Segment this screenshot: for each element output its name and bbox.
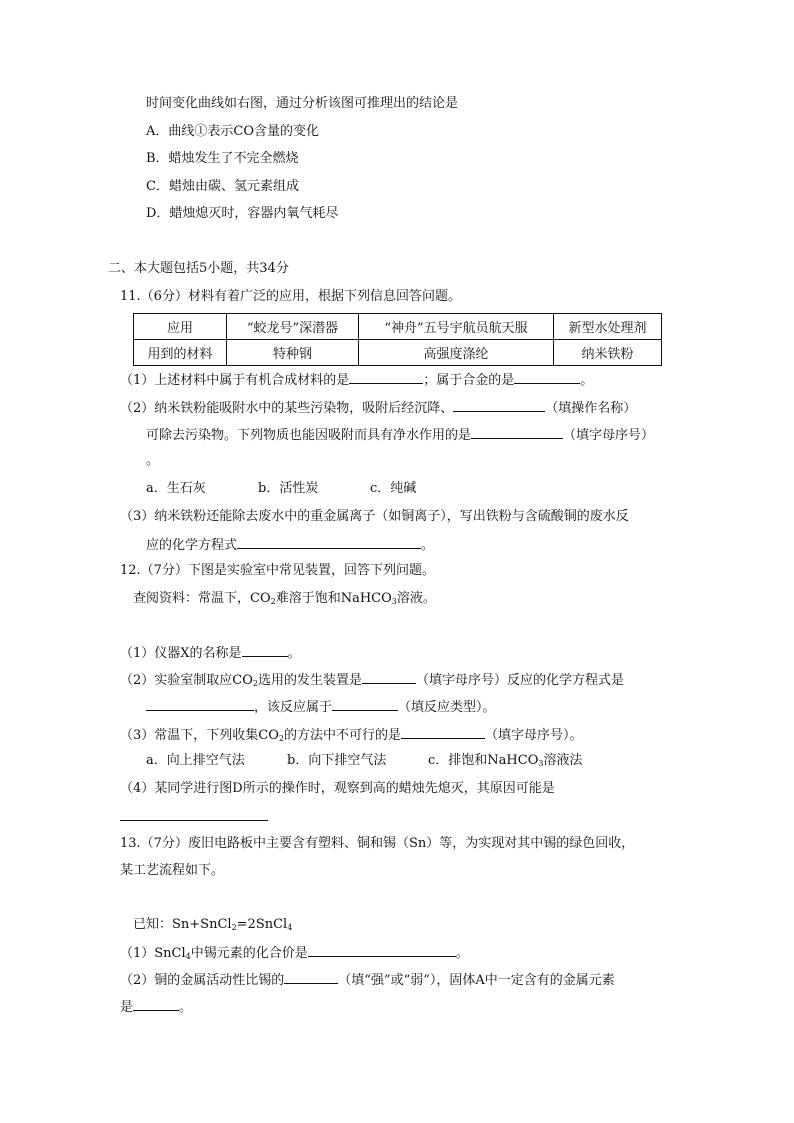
q13-part2-cont: 是 。 bbox=[120, 1000, 193, 1015]
table-cell: “蛟龙号”深潜器 bbox=[227, 314, 359, 340]
section-heading: 二、本大题包括5小题，共34分 bbox=[108, 261, 289, 276]
q12-part4: （4）某同学进行图D所示的操作时，观察到高的蜡烛先熄灭，其原因可能是 bbox=[120, 781, 555, 796]
answer-blank[interactable] bbox=[471, 426, 563, 439]
q13-known: 已知：Sn+SnCl$_2$=2SnCl$_4$ bbox=[133, 917, 293, 932]
q10-option-d: D．蜡烛熄灭时，容器内氧气耗尽 bbox=[146, 206, 339, 221]
table-row bbox=[134, 340, 662, 366]
q13-part2: （2）铜的金属活动性比锡的 （填“强”或“弱”），固体A中一定含有的金属元素 bbox=[120, 973, 615, 988]
table-cell: 高强度涤纶 bbox=[359, 340, 554, 366]
q11-part1: （1）上述材料中属于有机合成材料的是 ；属于合金的是 。 bbox=[120, 373, 594, 388]
q11-stem: 11.（6分）材料有着广泛的应用，根据下列信息回答问题。 bbox=[120, 289, 461, 304]
q11-part3-cont: 应的化学方程式 。 bbox=[146, 538, 435, 553]
answer-blank[interactable] bbox=[284, 971, 338, 984]
q12-part3: （3）常温下，下列收集$CO_2$的方法中不可行的是 （填字母序号）。 bbox=[120, 728, 583, 743]
q10-option-c: C．蜡烛由碳、氢元素组成 bbox=[146, 179, 299, 194]
materials-table bbox=[133, 313, 662, 366]
q11-part2-cont: 可除去污染物。下列物质也能因吸附而具有净水作用的是 （填字母序号） bbox=[146, 428, 655, 443]
answer-blank[interactable] bbox=[362, 671, 416, 684]
answer-blank[interactable] bbox=[514, 371, 580, 384]
answer-blank[interactable] bbox=[242, 644, 288, 657]
q11-part3: （3）纳米铁粉还能除去废水中的重金属离子（如铜离子），写出铁粉与含硫酸铜的废水反 bbox=[120, 509, 629, 524]
answer-blank[interactable] bbox=[308, 944, 456, 957]
answer-blank[interactable] bbox=[401, 726, 485, 739]
q13-part1: （1）SnCl$_4$中锡元素的化合价是 。 bbox=[120, 946, 469, 961]
q12-part1: （1）仪器X的名称是 。 bbox=[120, 646, 301, 661]
q11-part2-end: 。 bbox=[146, 453, 160, 468]
answer-blank[interactable] bbox=[332, 698, 398, 711]
table-cell: 应用 bbox=[134, 314, 227, 340]
answer-blank[interactable] bbox=[120, 808, 268, 821]
q12-part2: （2）实验室制取应$CO_2$选用的发生装置是 （填字母序号）反应的化学方程式是 bbox=[120, 673, 625, 688]
table-cell: “神舟”五号宇航员航天服 bbox=[359, 314, 554, 340]
q13-stem: 13.（7分）废旧电路板中主要含有塑料、铜和锡（Sn）等，为实现对其中锡的绿色回收， bbox=[120, 836, 635, 851]
answer-blank[interactable] bbox=[133, 998, 179, 1011]
q10-stem: 时间变化曲线如右图，通过分析该图可推理出的结论是 bbox=[146, 96, 459, 111]
q10-option-b: B．蜡烛发生了不完全燃烧 bbox=[146, 151, 299, 166]
table-cell: 新型水处理剂 bbox=[554, 314, 662, 340]
table-cell: 纳米铁粉 bbox=[554, 340, 662, 366]
answer-blank[interactable] bbox=[146, 698, 254, 711]
table-cell: 特种钢 bbox=[227, 340, 359, 366]
q12-stem: 12.（7分）下图是实验室中常见装置，回答下列问题。 bbox=[120, 563, 435, 578]
q12-part3-options: a．向上排空气法 b．向下排空气法 c．排饱和NaHCO$_3$溶液法 bbox=[146, 753, 583, 768]
answer-blank[interactable] bbox=[349, 371, 423, 384]
q12-info: 查阅资料：常温下，$CO_2$难溶于饱和NaHCO$_3$溶液。 bbox=[133, 591, 436, 606]
answer-blank[interactable] bbox=[453, 399, 545, 412]
q12-part2-cont: ，该反应属于 （填反应类型）。 bbox=[146, 698, 496, 716]
q10-option-a: A．曲线①表示CO含量的变化 bbox=[146, 124, 319, 139]
q11-part2: （2）纳米铁粉能吸附水中的某些污染物，吸附后经沉降、 （填操作名称） bbox=[120, 401, 637, 416]
q11-part2-options: a．生石灰 b．活性炭 c．纯碱 bbox=[146, 481, 417, 496]
table-row bbox=[134, 314, 662, 340]
q12-part4-blank bbox=[120, 808, 268, 826]
table-cell: 用到的材料 bbox=[134, 340, 227, 366]
answer-blank[interactable] bbox=[237, 536, 421, 549]
q13-stem-cont: 某工艺流程如下。 bbox=[120, 863, 225, 878]
